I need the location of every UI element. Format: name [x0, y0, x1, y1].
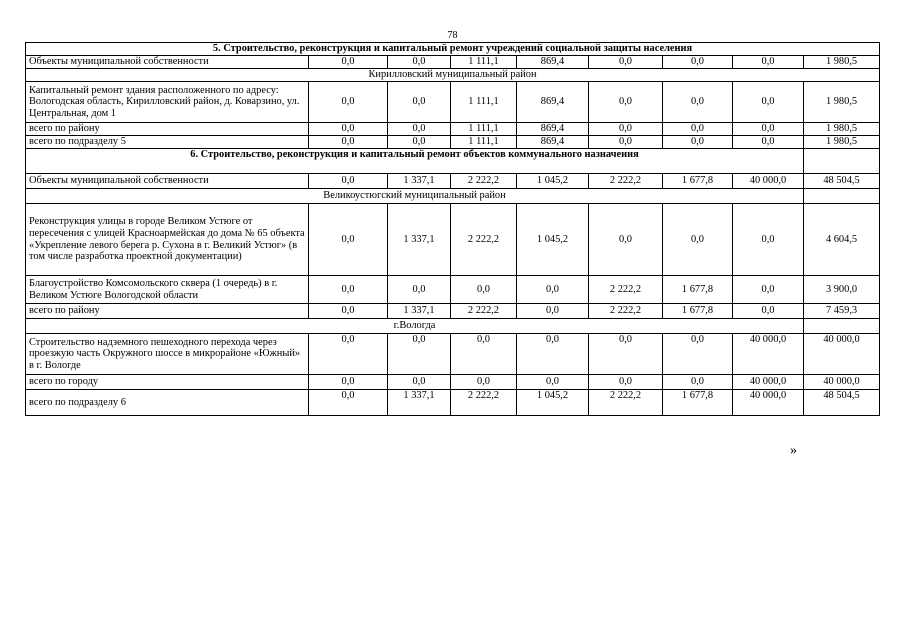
page-number: 78	[447, 30, 458, 41]
row-value: 2 222,2	[589, 174, 663, 189]
row-total-value: 1 980,5	[804, 123, 880, 136]
row-value: 1 337,1	[388, 204, 451, 276]
region-name: г.Вологда	[26, 319, 804, 334]
empty-cell	[804, 189, 880, 204]
row-value: 0,0	[309, 204, 388, 276]
row-label: Благоустройство Комсомольского сквера (1 очередь) в г. Великом Устюге Вологодской области	[26, 276, 309, 304]
row-value: 0,0	[733, 82, 804, 123]
row-label: всего по городу	[26, 375, 309, 390]
table-row	[26, 174, 880, 189]
budget-table	[25, 42, 880, 416]
table-row	[26, 334, 880, 375]
row-total-value: 1 980,5	[804, 56, 880, 69]
row-value: 0,0	[589, 204, 663, 276]
row-value: 1 045,2	[517, 174, 589, 189]
row-value: 0,0	[388, 276, 451, 304]
row-value: 0,0	[733, 204, 804, 276]
row-total-value: 4 604,5	[804, 204, 880, 276]
row-value: 0,0	[589, 136, 663, 149]
row-total-value: 3 900,0	[804, 276, 880, 304]
row-value: 1 111,1	[451, 56, 517, 69]
row-value: 2 222,2	[589, 276, 663, 304]
row-value: 2 222,2	[451, 390, 517, 416]
row-value: 1 111,1	[451, 123, 517, 136]
row-label: Объекты муниципальной собственности	[26, 56, 309, 69]
row-value: 40 000,0	[733, 174, 804, 189]
row-value: 0,0	[733, 136, 804, 149]
region-row	[26, 69, 880, 82]
section-5-header-row	[26, 43, 880, 56]
row-value: 40 000,0	[733, 375, 804, 390]
table-row	[26, 204, 880, 276]
row-value: 0,0	[517, 375, 589, 390]
row-value: 40 000,0	[733, 390, 804, 416]
table-row	[26, 390, 880, 416]
row-value: 0,0	[451, 276, 517, 304]
row-value: 869,4	[517, 56, 589, 69]
row-value: 0,0	[733, 276, 804, 304]
row-value: 0,0	[388, 123, 451, 136]
closing-quote-mark: »	[790, 443, 797, 458]
table-row	[26, 304, 880, 319]
row-value: 1 677,8	[663, 304, 733, 319]
region-name: Кирилловский муниципальный район	[26, 69, 880, 82]
row-value: 1 337,1	[388, 174, 451, 189]
row-value: 0,0	[388, 375, 451, 390]
row-total-value: 40 000,0	[804, 334, 880, 375]
row-value: 1 337,1	[388, 304, 451, 319]
row-value: 0,0	[388, 56, 451, 69]
row-label: всего по подразделу 5	[26, 136, 309, 149]
row-value: 869,4	[517, 123, 589, 136]
row-value: 0,0	[388, 82, 451, 123]
row-value: 869,4	[517, 82, 589, 123]
row-label: всего по району	[26, 304, 309, 319]
row-total-value: 1 980,5	[804, 136, 880, 149]
table-row	[26, 123, 880, 136]
empty-cell	[804, 149, 880, 174]
row-value: 0,0	[589, 56, 663, 69]
row-value: 0,0	[589, 82, 663, 123]
row-value: 0,0	[309, 56, 388, 69]
row-value: 0,0	[309, 334, 388, 375]
row-label: всего по району	[26, 123, 309, 136]
row-value: 0,0	[517, 276, 589, 304]
row-value: 40 000,0	[733, 334, 804, 375]
row-value: 0,0	[309, 276, 388, 304]
table-row	[26, 82, 880, 123]
row-value: 0,0	[733, 123, 804, 136]
row-value: 0,0	[663, 334, 733, 375]
row-value: 2 222,2	[451, 174, 517, 189]
row-value: 0,0	[733, 304, 804, 319]
row-value: 0,0	[733, 56, 804, 69]
row-total-value: 1 980,5	[804, 82, 880, 123]
row-value: 0,0	[589, 334, 663, 375]
row-value: 0,0	[309, 375, 388, 390]
section-6-title: 6. Строительство, реконструкция и капитальный ремонт объектов коммунального назначения	[26, 149, 804, 174]
section-6-header-row	[26, 149, 880, 174]
row-label: Строительство надземного пешеходного перехода через проезжую часть Окружного шоссе в микрорайоне «Южный» в г. Вологде	[26, 334, 309, 375]
row-value: 0,0	[309, 174, 388, 189]
row-value: 0,0	[388, 334, 451, 375]
row-value: 0,0	[309, 304, 388, 319]
section-5-title: 5. Строительство, реконструкция и капитальный ремонт учреждений социальной защиты населения	[26, 43, 880, 56]
row-value: 1 677,8	[663, 276, 733, 304]
row-label: Реконструкция улицы в городе Великом Устюге от пересечения с улицей Красноармейская до дома № 65 объекта «Укрепление левого берега р. Сухона в г. Великий Устюг» (в том числе разработка проектной документации)	[26, 204, 309, 276]
row-value: 0,0	[309, 123, 388, 136]
row-total-value: 40 000,0	[804, 375, 880, 390]
row-value: 1 337,1	[388, 390, 451, 416]
row-value: 2 222,2	[451, 204, 517, 276]
row-value: 2 222,2	[589, 304, 663, 319]
row-total-value: 48 504,5	[804, 174, 880, 189]
row-label: всего по подразделу 6	[26, 390, 309, 416]
row-value: 0,0	[309, 136, 388, 149]
region-row	[26, 189, 880, 204]
table-row	[26, 276, 880, 304]
row-value: 0,0	[589, 375, 663, 390]
row-total-value: 48 504,5	[804, 390, 880, 416]
row-value: 1 111,1	[451, 82, 517, 123]
row-value: 1 045,2	[517, 390, 589, 416]
row-value: 1 677,8	[663, 390, 733, 416]
region-row	[26, 319, 880, 334]
row-value: 0,0	[451, 334, 517, 375]
row-value: 0,0	[451, 375, 517, 390]
row-value: 0,0	[663, 56, 733, 69]
row-value: 0,0	[309, 390, 388, 416]
row-value: 0,0	[309, 82, 388, 123]
row-value: 0,0	[663, 204, 733, 276]
row-value: 0,0	[663, 136, 733, 149]
row-value: 1 677,8	[663, 174, 733, 189]
row-label: Капитальный ремонт здания расположенного по адресу: Вологодская область, Кирилловский район, д. Коварзино, ул. Центральная, дом 1	[26, 82, 309, 123]
row-value: 869,4	[517, 136, 589, 149]
row-value: 1 111,1	[451, 136, 517, 149]
region-name: Великоустюгский муниципальный район	[26, 189, 804, 204]
row-value: 0,0	[517, 304, 589, 319]
row-value: 2 222,2	[451, 304, 517, 319]
row-value: 1 045,2	[517, 204, 589, 276]
row-value: 0,0	[663, 82, 733, 123]
row-value: 0,0	[663, 375, 733, 390]
table-row	[26, 56, 880, 69]
row-total-value: 7 459,3	[804, 304, 880, 319]
row-value: 0,0	[589, 123, 663, 136]
empty-cell	[804, 319, 880, 334]
row-value: 0,0	[663, 123, 733, 136]
row-value: 0,0	[517, 334, 589, 375]
row-value: 2 222,2	[589, 390, 663, 416]
table-row	[26, 136, 880, 149]
row-value: 0,0	[388, 136, 451, 149]
table-row	[26, 375, 880, 390]
row-label: Объекты муниципальной собственности	[26, 174, 309, 189]
